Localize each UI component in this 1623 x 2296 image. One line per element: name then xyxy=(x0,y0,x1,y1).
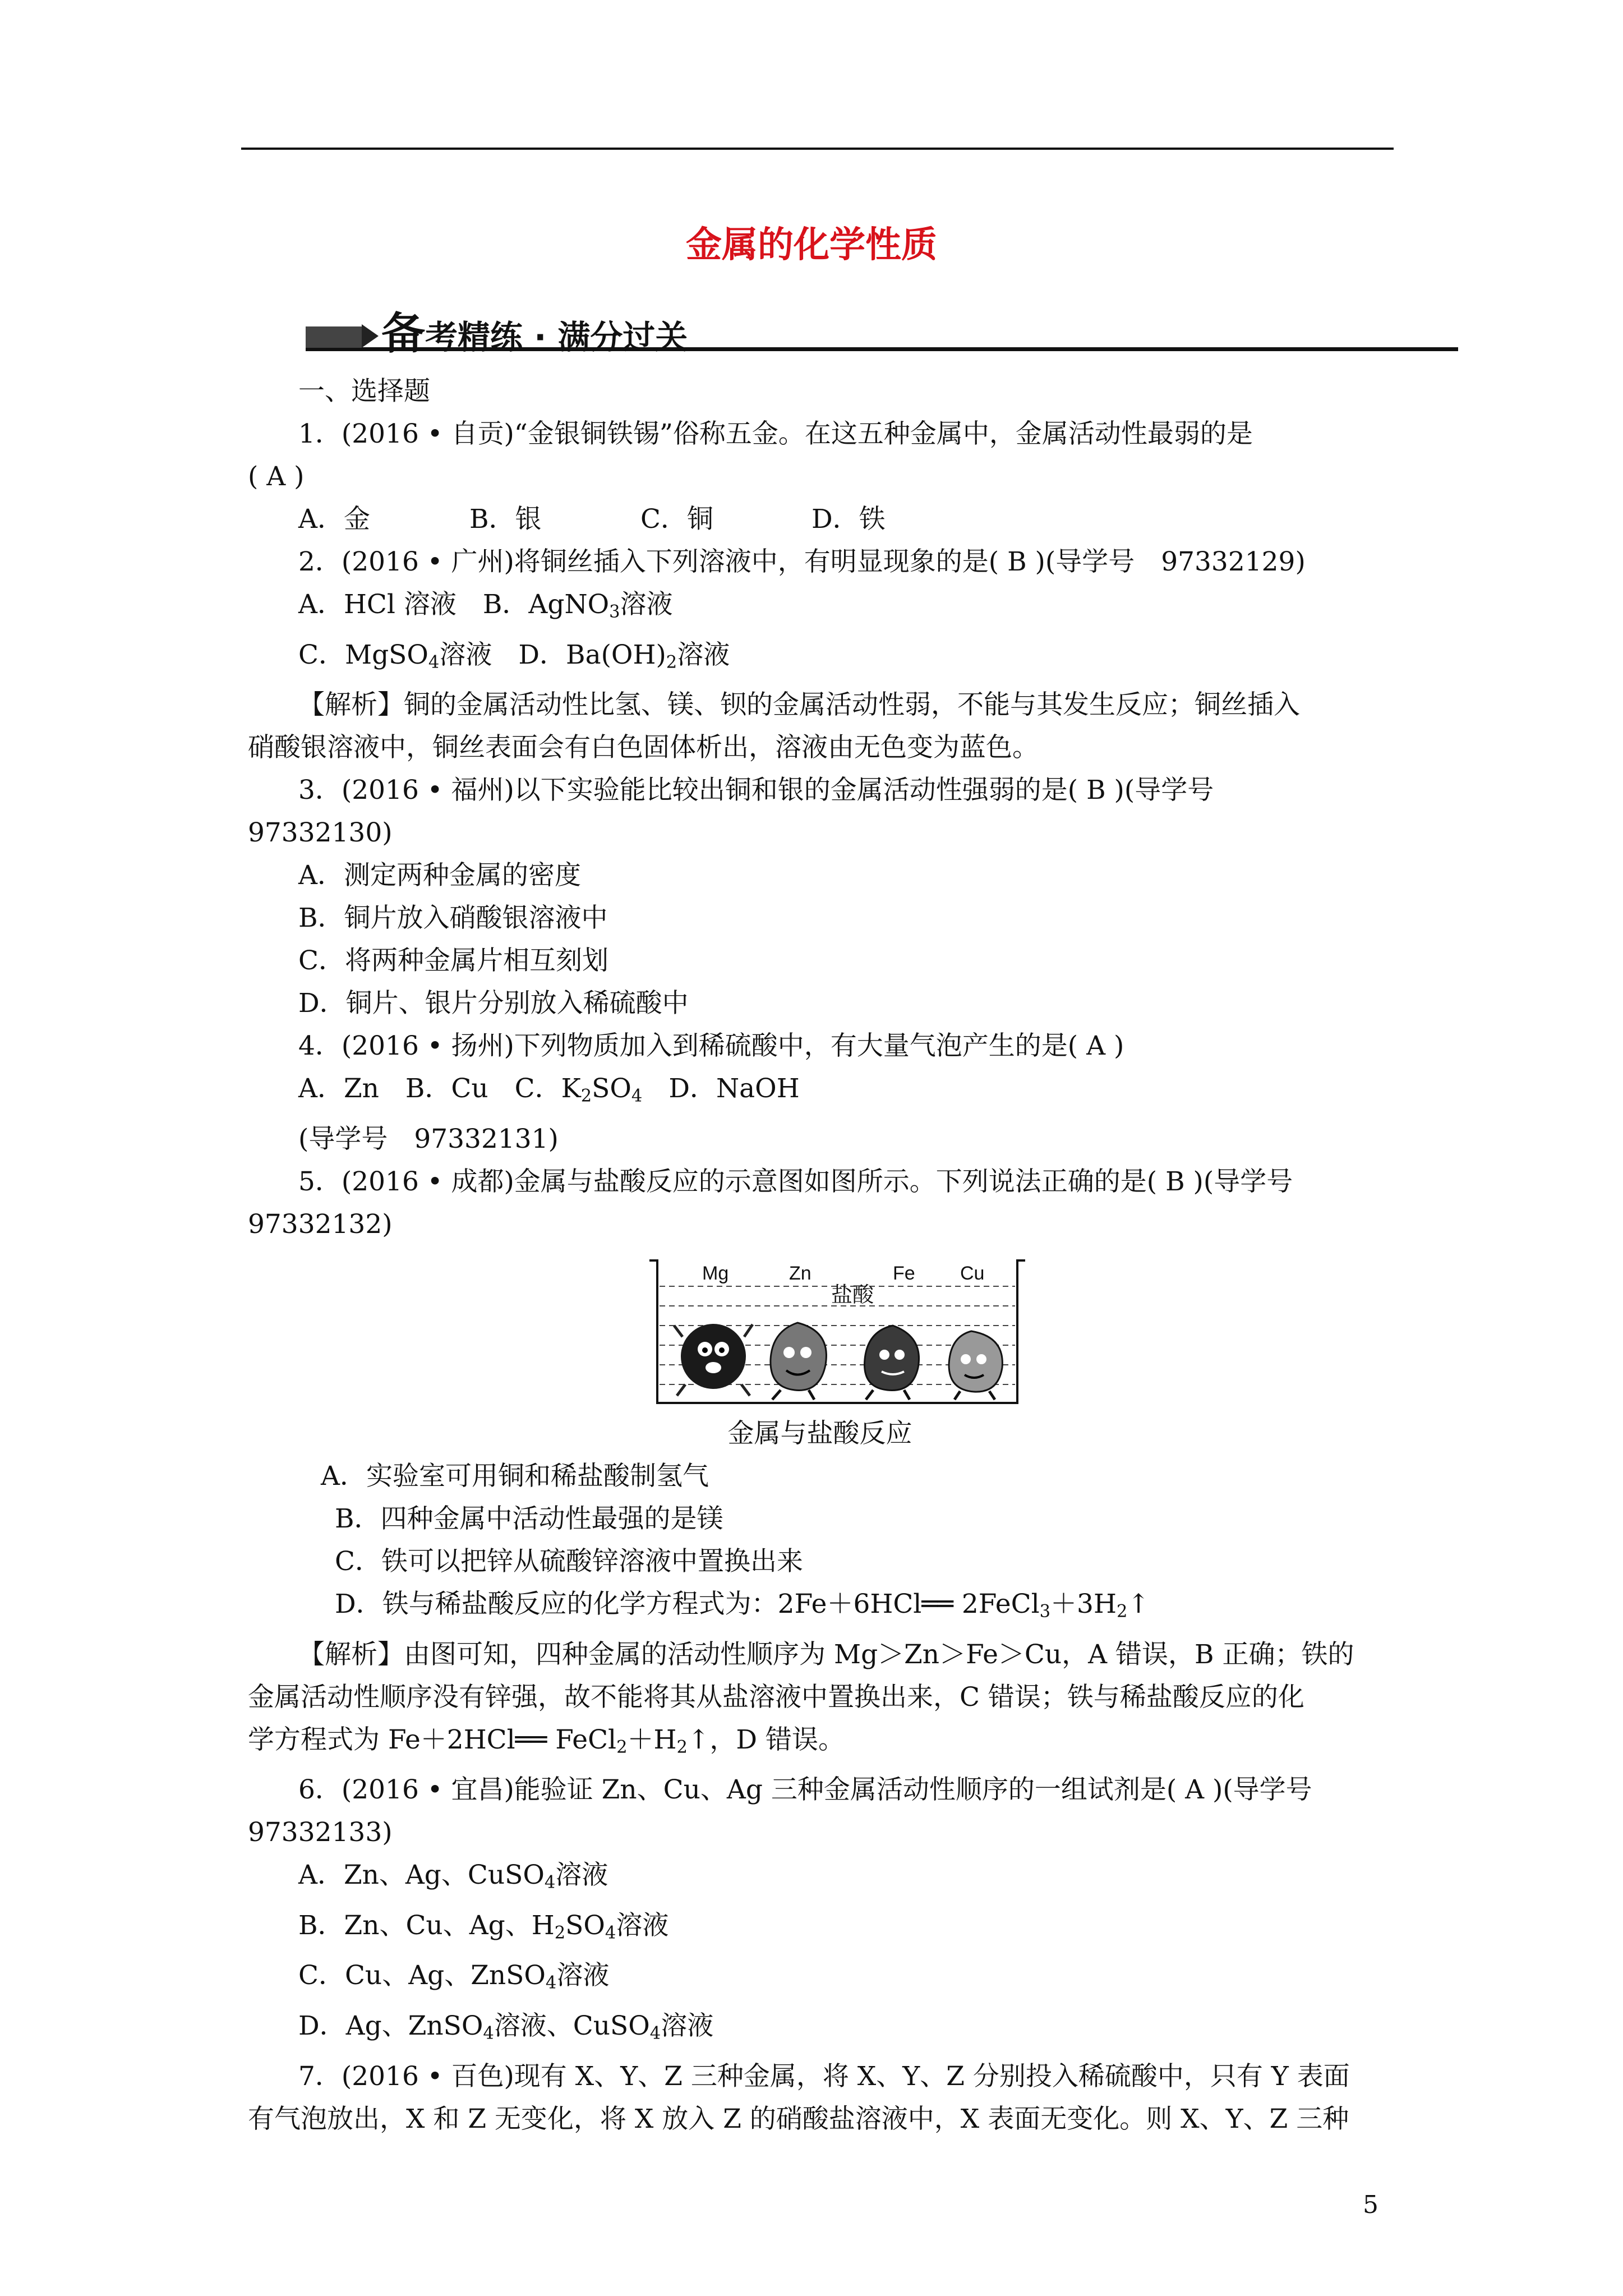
q3-option-d: D．铜片、银片分别放入稀硫酸中 xyxy=(298,988,689,1019)
q6-option-d: D．Ag、ZnSO$_4$溶液、CuSO$_4$溶液 xyxy=(298,2010,714,2044)
q4-stem: 4．(2016 • 扬州)下列物质加入到稀硫酸中，有大量气泡产生的是( A ) xyxy=(298,1030,1124,1062)
q1-stem: 1．(2016 • 自贡)“金银铜铁锡”俗称五金。在这五种金属中，金属活动性最弱的是 xyxy=(298,418,1253,449)
metal-acid-figure xyxy=(248,1253,1392,1412)
q6-option-b: B．Zn、Cu、Ag、$H_2SO_4$溶液 xyxy=(298,1910,669,1943)
header-rule xyxy=(241,148,1394,150)
arrow-icon xyxy=(362,324,379,348)
q6-option-c: C．Cu、Ag、ZnSO$_4$溶液 xyxy=(298,1960,610,1993)
section-heading: 一、选择题 xyxy=(298,376,430,407)
fe-character-icon xyxy=(865,1326,919,1400)
q4-options: A．Zn B．Cu C．$K_2SO_4$ D．NaOH xyxy=(298,1073,800,1106)
q3-stem: 3．(2016 • 福州)以下实验能比较出铜和银的金属活动性强弱的是( B )(导学号 xyxy=(298,775,1214,806)
label-acid: 盐酸 xyxy=(831,1282,874,1307)
label-zn: Zn xyxy=(789,1262,811,1284)
metal-characters xyxy=(674,1323,1002,1400)
q6-option-a: A．Zn、Ag、CuSO$_4$溶液 xyxy=(298,1860,608,1893)
figure-caption: 金属与盐酸反应 xyxy=(727,1418,912,1449)
q5-explanation: 【解析】由图可知，四种金属的活动性顺序为 Mg＞Zn＞Fe＞Cu，A 错误，B 正确；铁的 xyxy=(298,1639,1354,1670)
q5-stem: 5．(2016 • 成都)金属与盐酸反应的示意图如图所示。下列说法正确的是( B )(导学号 xyxy=(298,1166,1293,1197)
question-body xyxy=(248,370,1392,2141)
q5-option-b: B．四种金属中活动性最强的是镁 xyxy=(335,1503,723,1534)
label-fe: Fe xyxy=(893,1262,915,1284)
mg-character-icon xyxy=(674,1324,753,1396)
banner-bar-decoration xyxy=(306,326,362,348)
section-banner: 备考精练 · 满分过关 xyxy=(306,292,1458,353)
q3-stem-cont: 97332130) xyxy=(248,817,393,849)
q2-stem: 2．(2016 • 广州)将铜丝插入下列溶液中，有明显现象的是( B )(导学号 97332129) xyxy=(298,546,1306,577)
q3-option-b: B．铜片放入硝酸银溶液中 xyxy=(298,903,608,934)
q6-stem-cont: 97332133) xyxy=(248,1817,393,1848)
zn-character-icon xyxy=(771,1323,827,1400)
q5-stem-cont: 97332132) xyxy=(248,1208,393,1240)
page-number: 5 xyxy=(1363,2191,1378,2219)
q3-option-c: C．将两种金属片相互刻划 xyxy=(298,945,608,977)
q7-stem: 7．(2016 • 百色)现有 X、Y、Z 三种金属，将 X、Y、Z 分别投入稀硫酸中，只有 Y 表面 xyxy=(298,2060,1350,2092)
page-title: 金属的化学性质 xyxy=(686,224,937,266)
q6-stem: 6．(2016 • 宜昌)能验证 Zn、Cu、Ag 三种金属活动性顺序的一组试剂是( A )(导学号 xyxy=(298,1774,1312,1806)
label-cu: Cu xyxy=(960,1262,985,1284)
q2-options-ab: A．HCl 溶液 B．AgNO$_3$溶液 xyxy=(298,589,673,622)
beaker-illustration xyxy=(646,1253,1029,1407)
q7-stem-cont: 有气泡放出，X 和 Z 无变化，将 X 放入 Z 的硝酸盐溶液中，X 表面无变化。则 X、Y、Z 三种 xyxy=(248,2103,1349,2134)
cu-character-icon xyxy=(949,1331,1002,1400)
q3-option-a: A．测定两种金属的密度 xyxy=(298,860,581,891)
q5-explanation-end: 学方程式为 Fe＋2HCl══ $FeCl_2+H_2↑$，D 错误。 xyxy=(248,1724,845,1757)
q1-answer: ( A ) xyxy=(248,461,305,492)
q2-options-cd: C．MgSO$_4$溶液 D．$Ba(OH)_2$溶液 xyxy=(298,639,730,673)
q2-explanation-cont: 硝酸银溶液中，铜丝表面会有白色固体析出，溶液由无色变为蓝色。 xyxy=(248,732,1039,763)
q1-options: A．金 B．银 C．铜 D．铁 xyxy=(298,504,886,535)
q5-explanation-cont: 金属活动性顺序没有锌强，故不能将其从盐溶液中置换出来，C 错误；铁与稀盐酸反应的化 xyxy=(248,1681,1304,1713)
label-mg: Mg xyxy=(702,1262,729,1284)
q5-option-c: C．铁可以把锌从硫酸锌溶液中置换出来 xyxy=(335,1545,803,1577)
q5-option-d: D．铁与稀盐酸反应的化学方程式为：2Fe＋6HCl══ $2FeCl_3+3H_2↑$ xyxy=(335,1588,1150,1622)
q4-ref: (导学号 97332131) xyxy=(298,1123,559,1154)
q2-explanation: 【解析】铜的金属活动性比氢、镁、钡的金属活动性弱，不能与其发生反应；铜丝插入 xyxy=(298,689,1300,721)
q5-option-a: A．实验室可用铜和稀盐酸制氢气 xyxy=(321,1460,709,1492)
